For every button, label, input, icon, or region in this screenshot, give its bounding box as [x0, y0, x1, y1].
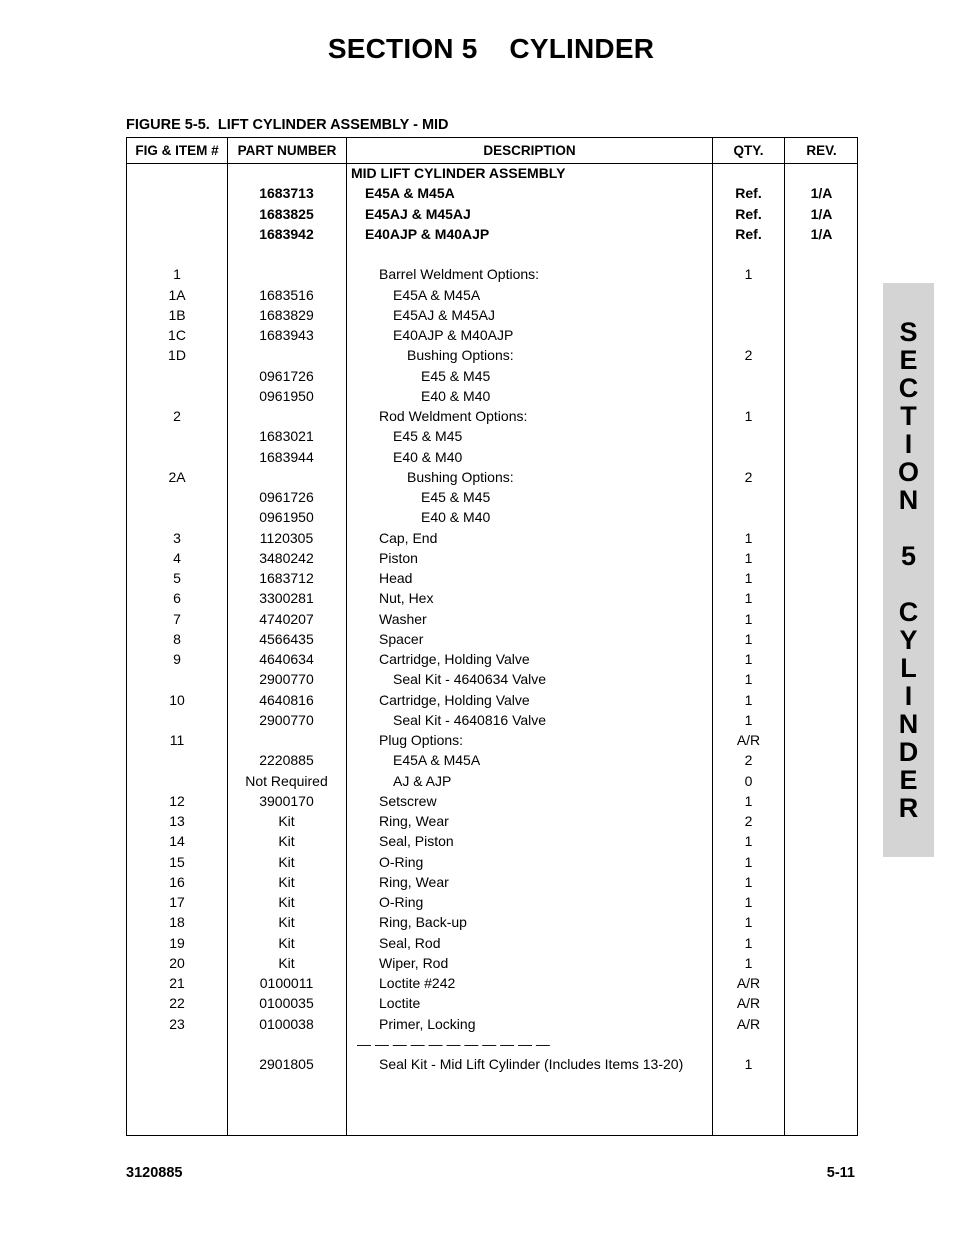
table-row [127, 183, 857, 203]
table-row [127, 163, 857, 183]
side-tab-letter: N [898, 485, 919, 515]
table-row [127, 204, 857, 224]
description-cell: Loctite #242 [379, 975, 456, 991]
part-number-cell: Kit [278, 853, 295, 870]
qty-cell: 1 [744, 711, 753, 728]
fig-item-cell: 10 [169, 691, 185, 708]
description-cell: Seal Kit - Mid Lift Cylinder (Includes Items 13-20) [379, 1056, 684, 1072]
part-number-cell: 0961950 [259, 509, 314, 526]
table-row [127, 771, 857, 791]
fig-item-cell: 1C [168, 327, 186, 343]
description-cell: Primer, Locking [379, 1015, 476, 1032]
qty-cell: 1 [744, 934, 753, 951]
description-cell: Barrel Weldment Options: [379, 266, 540, 283]
fig-item-cell: 11 [169, 732, 185, 748]
description-cell: Rod Weldment Options: [379, 408, 528, 424]
table-row [127, 730, 857, 750]
qty-cell: 2 [744, 347, 753, 364]
fig-item-cell: 22 [169, 995, 185, 1012]
description-cell: Spacer [379, 630, 424, 647]
table-row [127, 305, 857, 325]
header-rev: REV. [806, 143, 837, 158]
part-number-cell: 3900170 [259, 792, 314, 809]
table-row [127, 406, 857, 426]
part-number-cell: Kit [278, 813, 295, 829]
description-cell: E45AJ & M45AJ [365, 205, 471, 222]
part-number-cell: 1683944 [259, 448, 314, 465]
fig-item-cell: 2 [173, 408, 181, 424]
fig-item-cell: 5 [173, 570, 181, 586]
qty-cell: 2 [744, 468, 753, 485]
fig-item-cell: 1B [168, 306, 186, 323]
part-number-cell: 4640816 [259, 691, 314, 708]
fig-item-cell: 1A [168, 286, 186, 303]
qty-cell: 1 [744, 570, 753, 586]
qty-cell: 1 [744, 630, 753, 647]
qty-cell: A/R [736, 1015, 761, 1032]
description-cell: E40AJP & M40AJP [393, 327, 514, 343]
qty-cell: Ref. [735, 205, 762, 222]
qty-cell: A/R [736, 995, 761, 1012]
side-tab-number: 5 [900, 541, 917, 571]
table-row [127, 1014, 857, 1034]
part-number-cell: 1683825 [259, 205, 314, 222]
description-cell: E45AJ & M45AJ [393, 306, 495, 323]
table-row [127, 629, 857, 649]
part-number-cell: 0100011 [259, 975, 314, 991]
rev-cell: 1/A [810, 205, 833, 222]
part-number-cell: 1683021 [259, 428, 314, 445]
fig-item-cell: 1D [168, 347, 186, 364]
qty-cell: A/R [736, 732, 761, 748]
description-cell: Bushing Options: [407, 468, 514, 485]
description-cell: Wiper, Rod [379, 954, 449, 971]
fig-item-cell: 21 [169, 975, 185, 991]
table-row [127, 467, 857, 487]
description-cell: O-Ring [379, 853, 424, 870]
part-number-cell: 1683713 [259, 185, 314, 202]
description-cell: Seal, Piston [379, 833, 454, 850]
fig-item-cell: 4 [173, 549, 181, 566]
fig-item-cell: 3 [173, 529, 181, 546]
part-number-cell: 4640634 [259, 651, 314, 667]
fig-item-cell: 23 [169, 1015, 185, 1032]
description-cell: Nut, Hex [379, 590, 434, 607]
table-row [127, 690, 857, 710]
table-row [127, 345, 857, 365]
page-number: 5-11 [826, 1165, 855, 1181]
part-number-cell: Kit [278, 934, 295, 951]
part-number-cell: Not Required [245, 772, 328, 789]
part-number-cell: 1683942 [259, 225, 314, 242]
description-cell: Cap, End [379, 529, 438, 546]
description-cell: O-Ring [379, 894, 424, 910]
side-tab-letter: O [897, 457, 919, 487]
qty-cell: 1 [744, 671, 753, 688]
qty-cell: 1 [744, 914, 753, 931]
side-tab-letter: I [904, 681, 913, 711]
fig-item-cell: 8 [173, 630, 181, 647]
part-number-cell: 1683712 [259, 570, 314, 586]
qty-cell: 1 [744, 610, 753, 627]
part-number-cell: 1683943 [259, 327, 314, 343]
description-cell: Ring, Back-up [379, 914, 467, 931]
table-row [127, 669, 857, 689]
part-number-cell: Kit [278, 894, 295, 910]
fig-item-cell: 15 [169, 853, 185, 870]
fig-item-cell: 20 [169, 954, 185, 971]
part-number-cell: 0100038 [259, 1015, 314, 1032]
table-row [127, 649, 857, 669]
description-cell: E45A & M45A [393, 752, 481, 769]
fig-item-cell: 13 [169, 813, 185, 829]
table-row [127, 285, 857, 305]
qty-cell: 1 [744, 529, 753, 546]
part-number-cell: 1120305 [259, 529, 314, 546]
table-row [127, 993, 857, 1013]
description-cell: E45A & M45A [365, 185, 455, 202]
description-cell: Plug Options: [379, 732, 464, 748]
table-row [127, 811, 857, 831]
description-cell: Ring, Wear [379, 873, 449, 890]
description-cell: Seal, Rod [379, 934, 441, 951]
description-cell: Loctite [379, 995, 421, 1012]
qty-cell: 1 [744, 691, 753, 708]
part-number-cell: 2900770 [259, 671, 314, 688]
part-number-cell: 2900770 [259, 711, 314, 728]
doc-number: 3120885 [126, 1165, 183, 1181]
fig-item-cell: 16 [169, 873, 185, 890]
qty-cell: 2 [744, 752, 753, 769]
table-row [127, 386, 857, 406]
side-tab-letter: N [898, 709, 919, 739]
description-cell: E45 & M45 [421, 367, 491, 384]
table-row [127, 325, 857, 345]
side-tab-letter: R [898, 793, 919, 823]
part-number-cell: 2220885 [259, 752, 314, 769]
table-row [127, 872, 857, 892]
page-title: SECTION 5 CYLINDER [327, 33, 655, 64]
side-tab-letter: L [900, 653, 917, 683]
description-cell: MID LIFT CYLINDER ASSEMBLY [351, 165, 566, 181]
part-number-cell: 3300281 [259, 590, 314, 607]
side-tab-letter: I [904, 429, 913, 459]
part-number-cell: 0961950 [259, 387, 314, 404]
description-cell: Cartridge, Holding Valve [379, 691, 530, 708]
fig-item-cell: 6 [173, 590, 181, 607]
description-cell: E40 & M40 [421, 509, 491, 526]
side-tab-letter: D [898, 737, 919, 767]
table-row [127, 447, 857, 467]
header-fig-item: FIG & ITEM # [135, 143, 219, 158]
description-cell: Cartridge, Holding Valve [379, 651, 530, 667]
table-row [127, 548, 857, 568]
part-number-cell: Kit [278, 914, 295, 931]
qty-cell: 1 [744, 853, 753, 870]
fig-item-cell: 9 [173, 651, 181, 667]
table-row [127, 953, 857, 973]
qty-cell: 1 [744, 1056, 753, 1072]
table-row [127, 750, 857, 770]
description-cell: E45A & M45A [393, 286, 481, 303]
table-row [127, 588, 857, 608]
description-cell: Washer [379, 610, 427, 627]
table-row [127, 528, 857, 548]
fig-item-cell: 1 [173, 266, 181, 283]
header-description: DESCRIPTION [483, 143, 576, 158]
qty-cell: 2 [744, 813, 753, 829]
side-tab-letter: T [900, 401, 917, 431]
part-number-cell: 0961726 [259, 367, 314, 384]
side-tab-letter: E [899, 765, 918, 795]
qty-cell: 1 [744, 590, 753, 607]
part-number-cell: Kit [278, 833, 295, 850]
table-row [127, 791, 857, 811]
part-number-cell: 1683516 [259, 286, 314, 303]
figure-caption: FIGURE 5-5. LIFT CYLINDER ASSEMBLY - MID [126, 117, 449, 133]
qty-cell: 1 [744, 894, 753, 910]
table-row [127, 1034, 857, 1054]
rev-cell: 1/A [810, 225, 833, 242]
qty-cell: 1 [744, 873, 753, 890]
part-number-cell: 1683829 [259, 306, 314, 323]
description-cell: E45 & M45 [421, 489, 491, 505]
part-number-cell: Kit [278, 873, 295, 890]
fig-item-cell: 19 [169, 934, 185, 951]
part-number-cell: 3480242 [259, 549, 314, 566]
qty-cell: Ref. [735, 185, 762, 202]
part-number-cell: 2901805 [259, 1056, 314, 1072]
qty-cell: 1 [744, 833, 753, 850]
table-row [127, 710, 857, 730]
fig-item-cell: 17 [169, 894, 185, 910]
table-row [127, 244, 857, 264]
qty-cell: 1 [744, 792, 753, 809]
description-cell: Seal Kit - 4640634 Valve [393, 671, 547, 688]
description-cell: — — — — — — — — — — — [357, 1035, 550, 1052]
side-tab-letter: C [898, 373, 919, 403]
side-tab-letter: C [898, 597, 919, 627]
table-row [127, 507, 857, 527]
table-row [127, 912, 857, 932]
table-row [127, 973, 857, 993]
description-cell: E45 & M45 [393, 428, 463, 445]
table-row [127, 892, 857, 912]
description-cell: Bushing Options: [407, 347, 514, 364]
header-qty: QTY. [733, 143, 764, 158]
table-row [127, 852, 857, 872]
fig-item-cell: 7 [173, 610, 181, 627]
fig-item-cell: 2A [168, 468, 186, 485]
header-part-number: PART NUMBER [237, 143, 337, 158]
qty-cell: 1 [744, 954, 753, 971]
description-cell: E40 & M40 [421, 387, 491, 404]
table-row [127, 264, 857, 284]
part-number-cell: 0100035 [259, 995, 314, 1012]
rev-cell: 1/A [810, 185, 833, 202]
qty-cell: A/R [736, 975, 761, 991]
fig-item-cell: 18 [169, 914, 185, 931]
part-number-cell: 0961726 [259, 489, 314, 505]
table-row [127, 487, 857, 507]
description-cell: AJ & AJP [393, 772, 452, 789]
table-row [127, 568, 857, 588]
table-row [127, 933, 857, 953]
description-cell: Seal Kit - 4640816 Valve [393, 711, 547, 728]
description-cell: E40 & M40 [393, 448, 463, 465]
qty-cell: 0 [744, 772, 753, 789]
table-row [127, 426, 857, 446]
part-number-cell: 4740207 [259, 610, 314, 627]
qty-cell: 1 [744, 549, 753, 566]
section-side-tab [883, 283, 934, 857]
description-cell: Piston [379, 549, 418, 566]
table-row [127, 609, 857, 629]
description-cell: Setscrew [379, 792, 437, 809]
side-tab-letter: S [899, 317, 918, 347]
description-cell: Ring, Wear [379, 813, 449, 829]
qty-cell: 1 [744, 266, 753, 283]
qty-cell: 1 [744, 408, 753, 424]
side-tab-letter: Y [899, 625, 918, 655]
part-number-cell: Kit [278, 954, 295, 971]
description-cell: Head [379, 570, 413, 586]
description-cell: E40AJP & M40AJP [365, 225, 490, 242]
part-number-cell: 4566435 [259, 630, 314, 647]
table-row [127, 831, 857, 851]
side-tab-letter: E [899, 345, 918, 375]
table-row [127, 366, 857, 386]
fig-item-cell: 12 [169, 792, 185, 809]
qty-cell: 1 [744, 651, 753, 667]
qty-cell: Ref. [735, 225, 762, 242]
table-row [127, 224, 857, 244]
fig-item-cell: 14 [169, 833, 185, 850]
table-row [127, 1054, 857, 1074]
parts-table [126, 137, 858, 1136]
